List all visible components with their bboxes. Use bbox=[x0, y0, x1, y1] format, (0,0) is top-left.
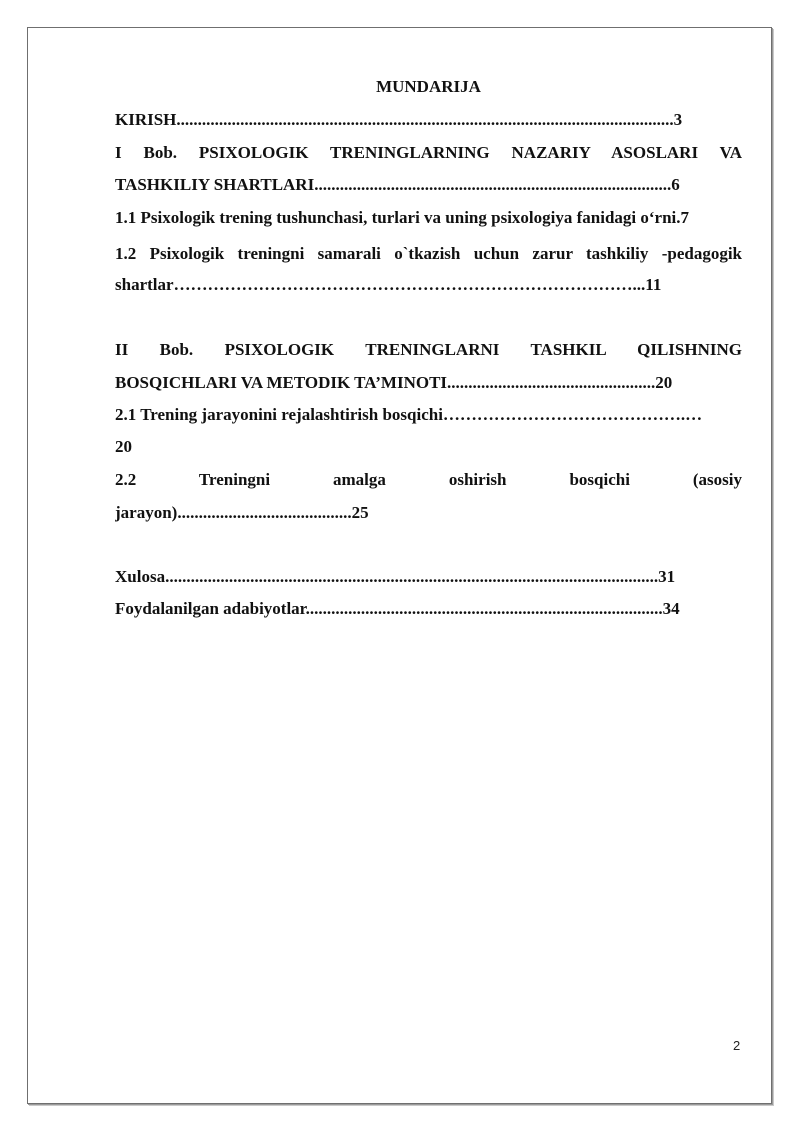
toc-entry-section-2-1-line-2: 20 bbox=[115, 437, 132, 456]
toc-entry-section-1-2-line-2: shartlar………………………………………………………………………...11 bbox=[115, 275, 662, 294]
toc-entry-section-1-1: 1.1 Psixologik trening tushunchasi, turlari va uning psixologiya fanidagi o‘rni.7 bbox=[115, 208, 690, 227]
toc-entry-chapter-2-line-1: II Bob. PSIXOLOGIK TRENINGLARNI TASHKIL QILISHNING bbox=[115, 340, 742, 359]
toc-entry-section-1-2-line-1: 1.2 Psixologik treningni samarali o`tkazish uchun zarur tashkiliy -pedagogik bbox=[115, 244, 742, 263]
toc-entry-section-2-1-line-1: 2.1 Trening jarayonini rejalashtirish bosqichi…………………………………….… bbox=[115, 405, 703, 424]
page-number: 2 bbox=[733, 1038, 741, 1053]
toc-entry-section-2-2-line-2: jarayon).........................................25 bbox=[115, 503, 369, 522]
toc-entry-adabiyotlar: Foydalanilgan adabiyotlar....................................................................................34 bbox=[115, 599, 680, 618]
toc-entry-chapter-1-line-1: I Bob. PSIXOLOGIK TRENINGLARNING NAZARIY ASOSLARI VA bbox=[115, 143, 742, 162]
toc-entry-kirish: KIRISH.....................................................................................................................3 bbox=[115, 110, 683, 129]
page-title: MUNDARIJA bbox=[376, 77, 481, 96]
toc-entry-chapter-1-line-2: TASHKILIY SHARTLARI....................................................................................6 bbox=[115, 175, 680, 194]
toc-entry-xulosa: Xulosa....................................................................................................................31 bbox=[115, 567, 676, 586]
toc-entry-section-2-2-line-1: 2.2 Treningni amalga oshirish bosqichi (asosiy bbox=[115, 470, 742, 489]
toc-entry-chapter-2-line-2: BOSQICHLARI VA METODIK TA’MINOTI.................................................20 bbox=[115, 373, 673, 392]
